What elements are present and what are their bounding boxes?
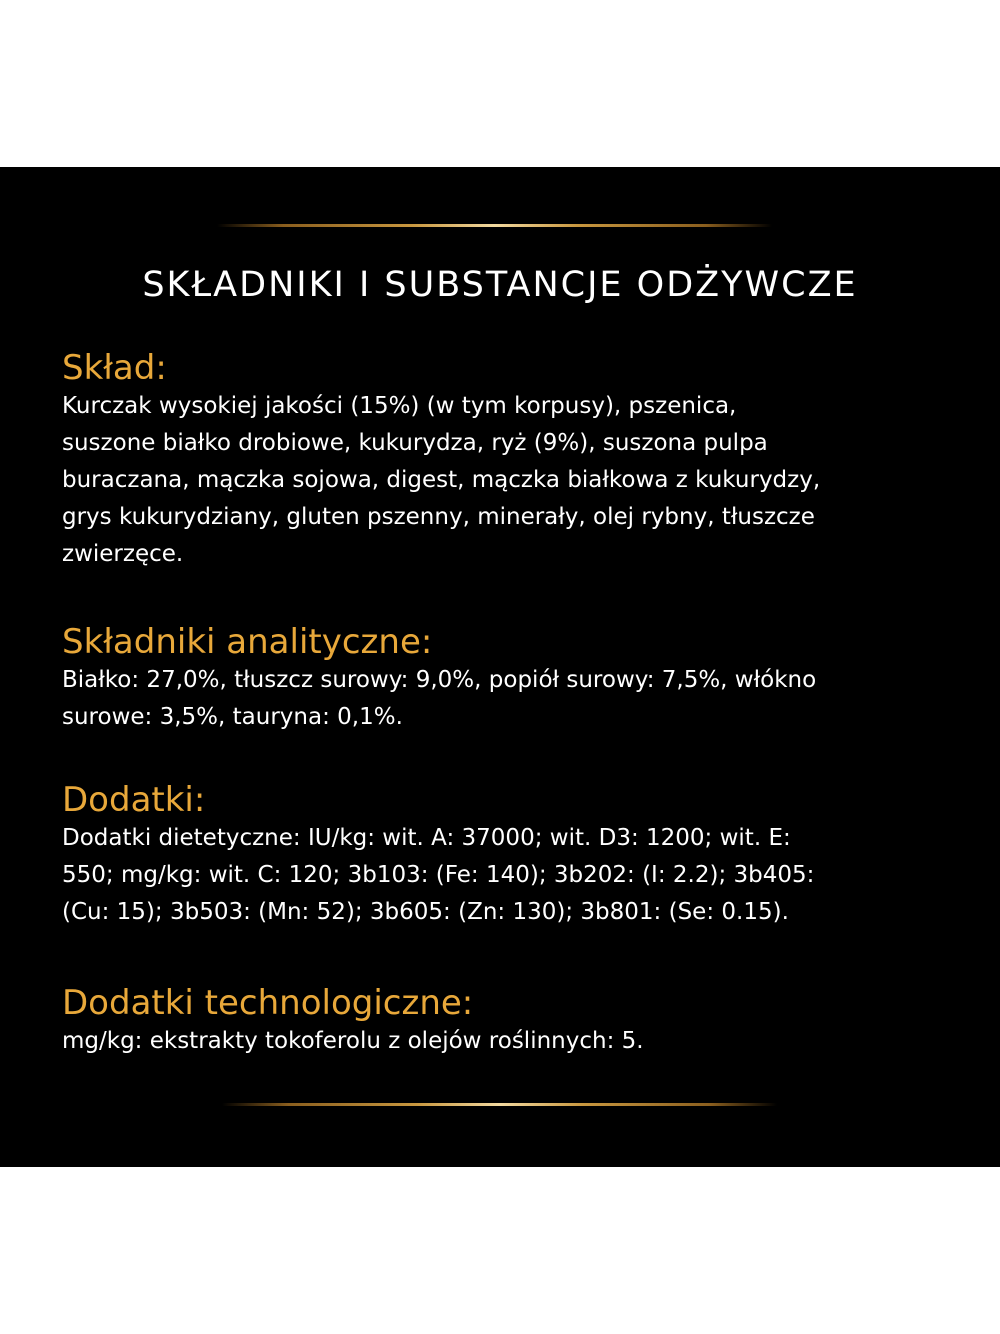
section-analytical	[62, 622, 952, 736]
analytical-line: surowe: 3,5%, tauryna: 0,1%.	[62, 704, 403, 730]
additives-line: (Cu: 15); 3b503: (Mn: 52); 3b605: (Zn: 130); 3b801: (Se: 0.15).	[62, 899, 789, 925]
section-body-composition	[62, 388, 952, 573]
composition-line: zwierzęce.	[62, 541, 184, 567]
section-body-analytical	[62, 662, 952, 736]
section-heading-additives: Dodatki:	[62, 780, 206, 820]
composition-line: Kurczak wysokiej jakości (15%) (w tym korpusy), pszenica,	[62, 393, 737, 419]
section-heading-technological: Dodatki technologiczne:	[62, 983, 474, 1023]
bottom-gold-divider	[222, 1103, 777, 1106]
ingredients-panel	[0, 167, 1000, 1167]
section-body-additives	[62, 820, 952, 931]
section-body-technological	[62, 1023, 952, 1060]
composition-line: grys kukurydziany, gluten pszenny, minerały, olej rybny, tłuszcze	[62, 504, 815, 530]
section-heading-analytical: Składniki analityczne:	[62, 622, 433, 662]
composition-line: buraczana, mączka sojowa, digest, mączka białkowa z kukurydzy,	[62, 467, 821, 493]
section-heading-composition: Skład:	[62, 348, 167, 388]
top-gold-divider	[217, 224, 772, 227]
section-additives	[62, 780, 952, 931]
analytical-line: Białko: 27,0%, tłuszcz surowy: 9,0%, popiół surowy: 7,5%, włókno	[62, 667, 817, 693]
additives-line: Dodatki dietetyczne: IU/kg: wit. A: 37000; wit. D3: 1200; wit. E:	[62, 825, 791, 851]
additives-line: 550; mg/kg: wit. C: 120; 3b103: (Fe: 140); 3b202: (I: 2.2); 3b405:	[62, 862, 815, 888]
page-title: SKŁADNIKI I SUBSTANCJE ODŻYWCZE	[142, 265, 858, 305]
section-composition	[62, 348, 952, 573]
composition-line: suszone białko drobiowe, kukurydza, ryż (9%), suszona pulpa	[62, 430, 768, 456]
section-technological-additives	[62, 983, 952, 1060]
technological-line: mg/kg: ekstrakty tokoferolu z olejów roślinnych: 5.	[62, 1028, 644, 1054]
